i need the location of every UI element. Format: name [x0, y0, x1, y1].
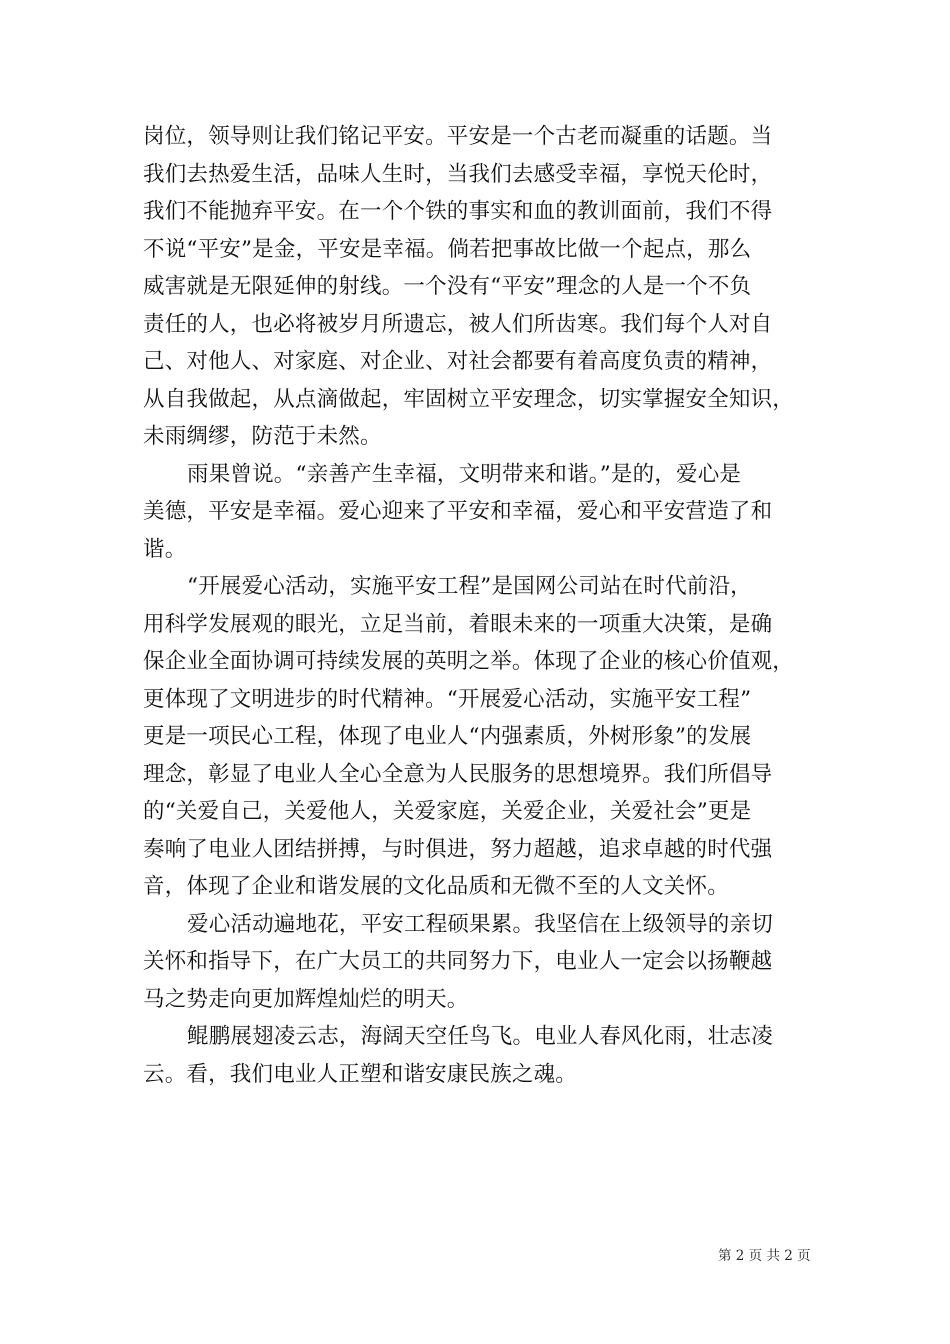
- text-line: 音，体现了企业和谐发展的文化品质和无微不至的人文关怀。: [143, 874, 729, 899]
- body-text: [143, 118, 823, 1093]
- text-line: 保企业全面协调可持续发展的英明之举。体现了企业的核心价值观，: [143, 649, 795, 674]
- text-line: 用科学发展观的眼光，立足当前，着眼未来的一项重大决策，是确: [143, 611, 773, 637]
- text-line: 从自我做起，从点滴做起，牢固树立平安理念，切实掌握安全知识，: [143, 386, 795, 412]
- text-line: 我们去热爱生活，品味人生时，当我们去感受幸福，享悦天伦时，: [143, 161, 773, 187]
- text-line: 云。看，我们电业人正塑和谐安康民族之魂。: [143, 1061, 578, 1087]
- text-line: 未雨绸缪，防范于未然。: [143, 424, 382, 449]
- text-line: 岗位，领导则让我们铭记平安。平安是一个古老而凝重的话题。当: [143, 124, 773, 149]
- text-line: 谐。: [143, 536, 187, 562]
- text-line: 更体现了文明进步的时代精神。“开展爱心活动，实施平安工程”: [143, 686, 752, 712]
- text-line: 马之势走向更加辉煌灿烂的明天。: [143, 986, 469, 1012]
- text-line: 不说“平安”是金，平安是幸福。倘若把事故比做一个起点，那么: [143, 236, 752, 262]
- text-line: 我们不能抛弃平安。在一个个铁的事实和血的教训面前，我们不得: [143, 199, 773, 224]
- paragraph-start-line: “开展爱心活动，实施平安工程”是国网公司站在时代前沿，: [187, 574, 752, 599]
- page-footer: 第 2 页 共 2 页: [718, 1248, 811, 1264]
- paragraph-start-line: 爱心活动遍地花，平安工程硕果累。我坚信在上级领导的亲切: [187, 911, 773, 937]
- text-line: 关怀和指导下，在广大员工的共同努力下，电业人一定会以扬鞭越: [143, 949, 773, 974]
- text-line: 的“关爱自己，关爱他人，关爱家庭，关爱企业，关爱社会”更是: [143, 799, 752, 824]
- text-line: 更是一项民心工程，体现了电业人“内强素质，外树形象”的发展: [143, 724, 752, 749]
- paragraph-start-line: 雨果曾说。“亲善产生幸福，文明带来和谐。”是的，爱心是: [187, 461, 742, 487]
- text-line: 理念，彰显了电业人全心全意为人民服务的思想境界。我们所倡导: [143, 761, 773, 787]
- text-line: 威害就是无限延伸的射线。一个没有“平安”理念的人是一个不负: [143, 274, 752, 299]
- text-line: 美德，平安是幸福。爱心迎来了平安和幸福，爱心和平安营造了和: [143, 499, 773, 524]
- text-line: 奏响了电业人团结拼搏，与时俱进，努力超越，追求卓越的时代强: [143, 836, 773, 862]
- text-line: 责任的人，也必将被岁月所遗忘，被人们所齿寒。我们每个人对自: [143, 311, 773, 337]
- text-line: 己、对他人、对家庭、对企业、对社会都要有着高度负责的精神，: [143, 349, 773, 374]
- paragraph-start-line: 鲲鹏展翅凌云志，海阔天空任鸟飞。电业人春风化雨，壮志凌: [187, 1024, 773, 1049]
